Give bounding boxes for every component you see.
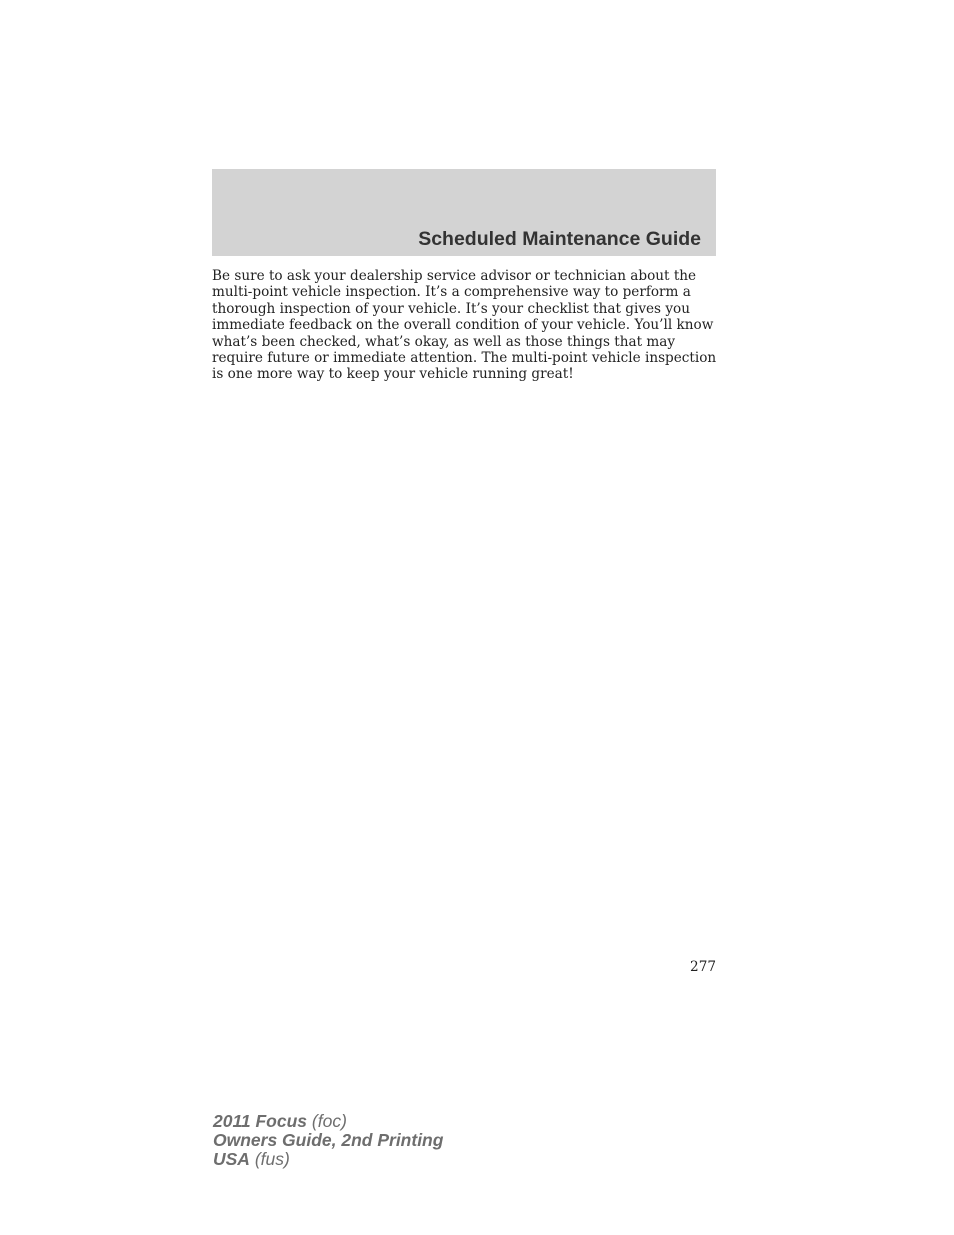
body-line: immediate feedback on the overall condition of your vehicle. You’ll know — [212, 317, 714, 334]
footer-market-code: (fus) — [254, 1149, 290, 1169]
footer-market: USA — [213, 1149, 250, 1169]
body-line: require future or immediate attention. The multi-point vehicle inspection — [212, 350, 717, 367]
footer-edition: Owners Guide, 2nd Printing — [213, 1130, 444, 1150]
body-line: Be sure to ask your dealership service advisor or technician about the — [212, 268, 697, 284]
footer-line-model — [213, 1112, 443, 1131]
body-line: what’s been checked, what’s okay, as well as those things that may — [212, 333, 676, 350]
section-header-band — [212, 169, 716, 256]
body-paragraph — [212, 268, 722, 383]
footer-line-market — [213, 1150, 443, 1169]
print-footer — [213, 1112, 443, 1169]
section-title: Scheduled Maintenance Guide — [418, 228, 701, 250]
body-line: thorough inspection of your vehicle. It’s your checklist that gives you — [212, 300, 690, 317]
page-number: 277 — [690, 959, 716, 975]
footer-model-code: (foc) — [311, 1111, 347, 1131]
footer-line-edition — [213, 1131, 443, 1150]
body-line: is one more way to keep your vehicle running great! — [212, 366, 574, 383]
body-line: multi-point vehicle inspection. It’s a comprehensive way to perform a — [212, 284, 691, 301]
footer-model: 2011 Focus — [213, 1111, 308, 1131]
